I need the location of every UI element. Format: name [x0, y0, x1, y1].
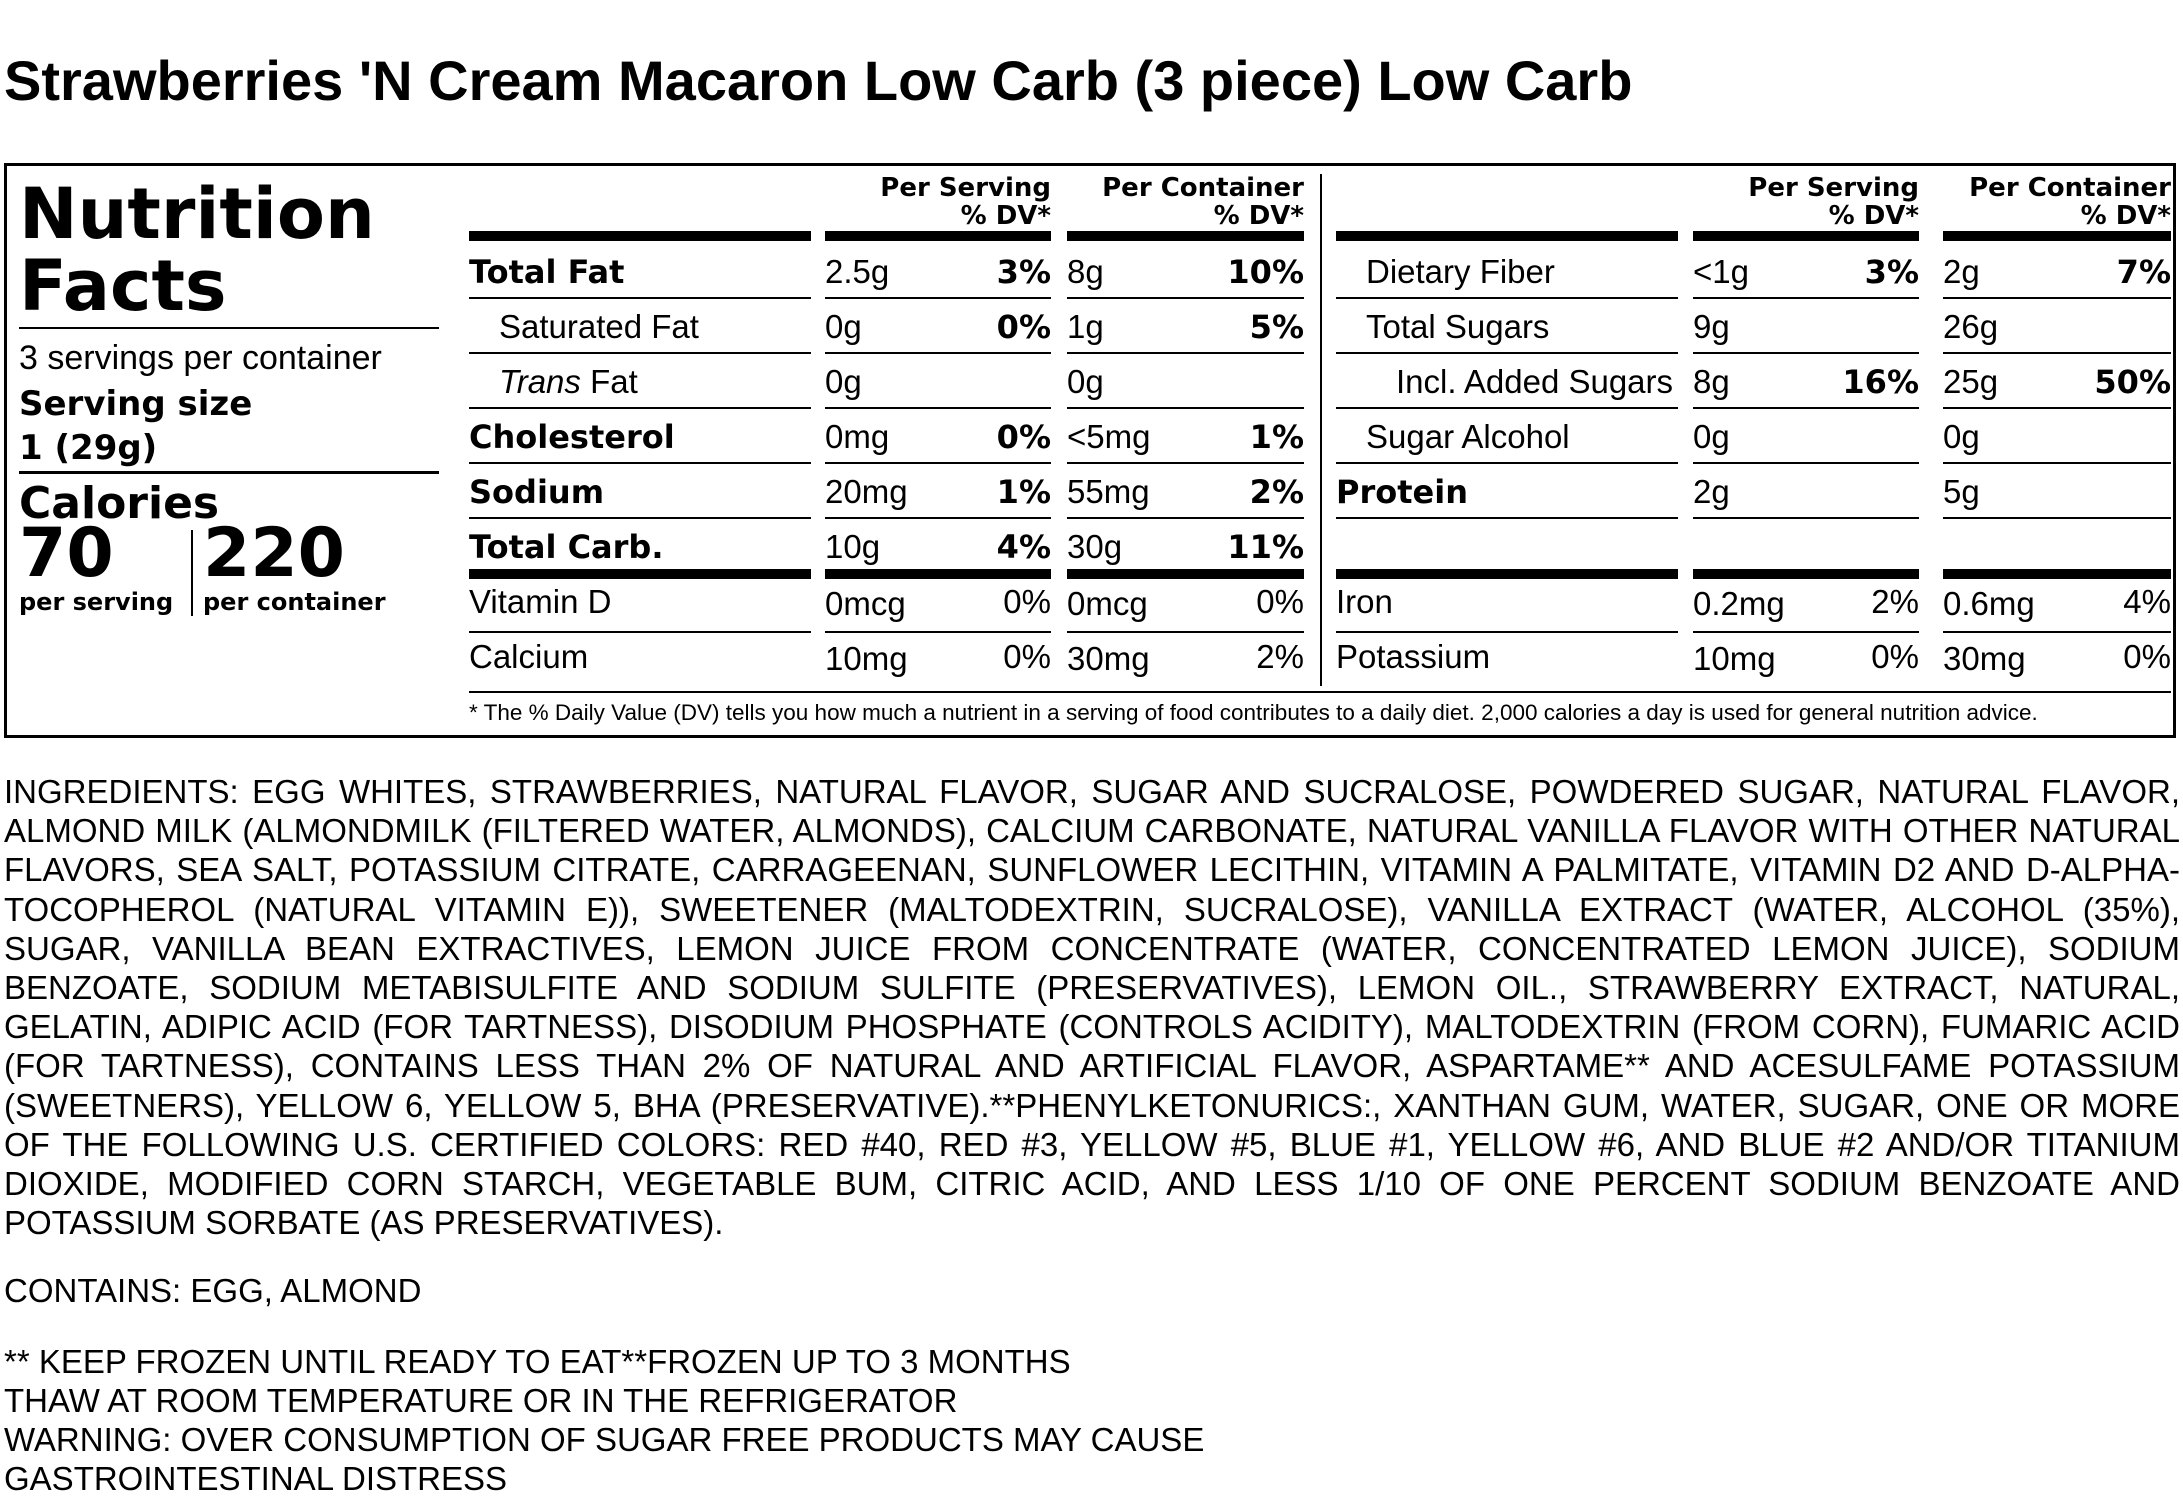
rule [1943, 352, 2171, 354]
serving-amount: 10g [825, 528, 881, 565]
rule [469, 631, 811, 633]
rule [1943, 517, 2171, 519]
rule [1943, 297, 2171, 299]
nutrition-facts-panel [4, 163, 2176, 738]
serving-daily-value: 0% [996, 418, 1051, 456]
rule [469, 569, 811, 579]
container-daily-value: 2% [1249, 473, 1304, 511]
rule [825, 231, 1051, 241]
container-amount: 55mg [1067, 473, 1150, 510]
serving-daily-value: 0% [996, 308, 1051, 346]
rule [1693, 462, 1919, 464]
rule [1067, 407, 1304, 409]
rule [1693, 517, 1919, 519]
serving-amount: <1g [1693, 253, 1749, 290]
column-divider [1320, 174, 1322, 686]
allergen-contains: CONTAINS: EGG, ALMOND [4, 1272, 422, 1309]
serving-amount: 0.2mg [1693, 585, 1785, 622]
nutrient-name: Incl. Added Sugars [1396, 363, 1674, 400]
container-amount: 30mg [1943, 640, 2026, 677]
serving-amount: 0mcg [825, 585, 906, 622]
container-amount: 26g [1943, 308, 1999, 345]
nutrient-name: Sugar Alcohol [1366, 418, 1570, 455]
rule [825, 517, 1051, 519]
serving-amount: 2.5g [825, 253, 890, 290]
right-per-container-header: Per Container % DV* [1969, 173, 2171, 231]
serving-amount: 10mg [1693, 640, 1776, 677]
serving-size-label: Serving size [19, 384, 253, 424]
rule [825, 297, 1051, 299]
rule [1943, 407, 2171, 409]
calories-per-serving: 70 [19, 514, 114, 593]
rule [1693, 352, 1919, 354]
rule [1943, 231, 2171, 241]
serving-amount: 0g [825, 363, 862, 400]
serving-daily-value: 16% [1842, 363, 1919, 401]
divider [19, 327, 439, 329]
container-amount: 25g [1943, 363, 1999, 400]
serving-daily-value: 3% [996, 253, 1051, 291]
vitamin-name: Potassium [1336, 638, 1491, 675]
nutrient-name: Cholesterol [469, 418, 675, 456]
nutrient-name: Dietary Fiber [1366, 253, 1555, 290]
footnote-divider [469, 691, 2171, 693]
rule [1943, 462, 2171, 464]
serving-amount: 10mg [825, 640, 908, 677]
rule [825, 462, 1051, 464]
daily-value-footnote: * The % Daily Value (DV) tells you how much a nutrient in a serving of food contributes to a daily diet. 2,000 calories a day is used for general nutrition advice. [469, 700, 2038, 725]
rule [1067, 231, 1304, 241]
warning-line: ** KEEP FROZEN UNTIL READY TO EAT**FROZEN UP TO 3 MONTHS [4, 1343, 1071, 1380]
container-daily-value: 5% [1249, 308, 1304, 346]
rule [1067, 631, 1304, 633]
calories-divider [191, 530, 193, 616]
rule [1336, 231, 1678, 241]
serving-amount: 0g [1693, 418, 1730, 455]
ingredients-text: INGREDIENTS: EGG WHITES, STRAWBERRIES, NATURAL FLAVOR, SUGAR AND SUCRALOSE, POWDERED SUGAR, NATURAL FLAVOR, ALMOND MILK (ALMONDMILK (FILTERED WATER, ALMONDS), CALCIUM CARBONATE, NATURAL VANILLA FLAVOR WITH OTHER NATURAL FLAVORS, SEA SALT, POTASSIUM CITRATE, CARRAGEENAN, SUNFLOWER LECITHIN, VITAMIN A PALMITATE, VITAMIN D2 AND D-ALPHA-TOCOPHEROL (NATURAL VITAMIN E)), SWEETENER (MALTODEXTRIN, SUCRALOSE), VANILLA EXTRACT (WATER, ALCOHOL (35%), SUGAR, VANILLA BEAN EXTRACTIVES, LEMON JUICE FROM CONCENTRATE (WATER, CONCENTRATED LEMON JUICE), SODIUM BENZOATE, SODIUM METABISULFITE AND SODIUM SULFITE (PRESERVATIVES), LEMON OIL., STRAWBERRY EXTRACT, NATURAL, GELATIN, ADIPIC ACID (FOR TARTNESS), DISODIUM PHOSPHATE (CONTROLS ACIDITY), MALTODEXTRIN (FROM CORN), FUMARIC ACID (FOR TARTNESS), CONTAINS LESS THAN 2% OF NATURAL AND ARTIFICIAL FLAVOR, ASPARTAME** AND ACESULFAME POTASSIUM (SWEETNERS), YELLOW 6, YELLOW 5, BHA (PRESERVATIVE).**PHENYLKETONURICS:, XANTHAN GUM, WATER, SUGAR, ONE OR MORE OF THE FOLLOWING U.S. CERTIFIED COLORS: RED #40, RED #3, YELLOW #5, BLUE #1, YELLOW #6, AND BLUE #2 AND/OR TITANIUM DIOXIDE, MODIFIED CORN STARCH, VEGETABLE BUM, CITRIC ACID, AND LESS 1/10 OF ONE PERCENT SODIUM BENZOATE AND POTASSIUM SORBATE (AS PRESERVATIVES). [4, 773, 2180, 1242]
rule [1336, 407, 1678, 409]
calories-per-container: 220 [203, 514, 345, 593]
rule [1693, 407, 1919, 409]
rule [1067, 352, 1304, 354]
nutrient-name: Total Carb. [469, 528, 664, 566]
nutrient-name [499, 362, 841, 402]
serving-size-value: 1 (29g) [19, 428, 158, 468]
warning-line: GASTROINTESTINAL DISTRESS [4, 1460, 508, 1497]
container-amount: 0mcg [1067, 585, 1148, 622]
serving-daily-value: 0% [1871, 638, 1919, 675]
rule [1067, 517, 1304, 519]
serving-daily-value: 0% [1003, 583, 1051, 620]
rule [469, 231, 811, 241]
nutrient-name: Sodium [469, 473, 605, 511]
vitamin-name: Iron [1336, 583, 1393, 620]
rule [1693, 297, 1919, 299]
rule [825, 352, 1051, 354]
serving-amount: 2g [1693, 473, 1730, 510]
container-amount: 0g [1943, 418, 1980, 455]
rule [825, 569, 1051, 579]
container-daily-value: 50% [2094, 363, 2171, 401]
rule [825, 407, 1051, 409]
rule [825, 631, 1051, 633]
divider [19, 471, 439, 474]
container-amount: 30mg [1067, 640, 1150, 677]
container-daily-value: 7% [2116, 253, 2171, 291]
rule [1693, 569, 1919, 579]
vitamin-name: Vitamin D [469, 583, 612, 620]
container-amount: 30g [1067, 528, 1123, 565]
container-amount: 0g [1067, 363, 1104, 400]
nutrient-name: Protein [1336, 473, 1468, 511]
rule [1336, 462, 1678, 464]
product-title: Strawberries 'N Cream Macaron Low Carb (3 piece) Low Carb [4, 49, 1633, 112]
container-daily-value: 0% [2123, 638, 2171, 675]
warning-line: THAW AT ROOM TEMPERATURE OR IN THE REFRIGERATOR [4, 1382, 958, 1419]
rule [1336, 631, 1678, 633]
container-amount: 8g [1067, 253, 1104, 290]
serving-daily-value: 4% [996, 528, 1051, 566]
nutrient-name: Total Fat [469, 253, 625, 291]
nutrient-name: Total Sugars [1366, 308, 1550, 345]
container-amount: 5g [1943, 473, 1980, 510]
rule [1336, 569, 1678, 579]
serving-amount: 8g [1693, 363, 1730, 400]
per-serving-caption: per serving [19, 588, 174, 616]
container-amount: 1g [1067, 308, 1104, 345]
serving-daily-value: 0% [1003, 638, 1051, 675]
container-daily-value: 2% [1256, 638, 1304, 675]
per-container-caption: per container [203, 588, 386, 616]
container-daily-value: 1% [1249, 418, 1304, 456]
trans-label: Trans [499, 363, 581, 400]
servings-per-container: 3 servings per container [19, 339, 382, 377]
serving-amount: 9g [1693, 308, 1730, 345]
left-per-container-header: Per Container % DV* [1102, 173, 1304, 231]
rule [1067, 297, 1304, 299]
serving-daily-value: 1% [996, 473, 1051, 511]
storage-warnings [4, 1342, 1204, 1498]
calories-label: Calories [19, 478, 220, 529]
container-amount: 2g [1943, 253, 1980, 290]
container-amount: 0.6mg [1943, 585, 2035, 622]
rule [1067, 462, 1304, 464]
serving-daily-value: 2% [1871, 583, 1919, 620]
serving-amount: 0mg [825, 418, 890, 455]
fat-label: Fat [580, 363, 638, 400]
rule [1336, 352, 1678, 354]
rule [1067, 569, 1304, 579]
serving-daily-value: 3% [1864, 253, 1919, 291]
rule [1693, 631, 1919, 633]
rule [1336, 297, 1678, 299]
container-daily-value: 10% [1227, 253, 1304, 291]
rule [469, 462, 811, 464]
nutrition-facts-heading: Nutrition Facts [19, 173, 375, 327]
left-per-serving-header: Per Serving % DV* [880, 173, 1051, 231]
vitamin-name: Calcium [469, 638, 589, 675]
rule [1336, 517, 1678, 519]
serving-amount: 0g [825, 308, 862, 345]
rule [1693, 231, 1919, 241]
right-per-serving-header: Per Serving % DV* [1748, 173, 1919, 231]
container-daily-value: 4% [2123, 583, 2171, 620]
container-daily-value: 11% [1227, 528, 1304, 566]
rule [469, 352, 811, 354]
rule [469, 407, 811, 409]
container-daily-value: 0% [1256, 583, 1304, 620]
container-amount: <5mg [1067, 418, 1151, 455]
rule [1943, 631, 2171, 633]
nutrient-name: Saturated Fat [499, 308, 699, 345]
serving-amount: 20mg [825, 473, 908, 510]
warning-line: WARNING: OVER CONSUMPTION OF SUGAR FREE PRODUCTS MAY CAUSE [4, 1421, 1205, 1458]
rule [469, 517, 811, 519]
rule [469, 297, 811, 299]
rule [1943, 569, 2171, 579]
